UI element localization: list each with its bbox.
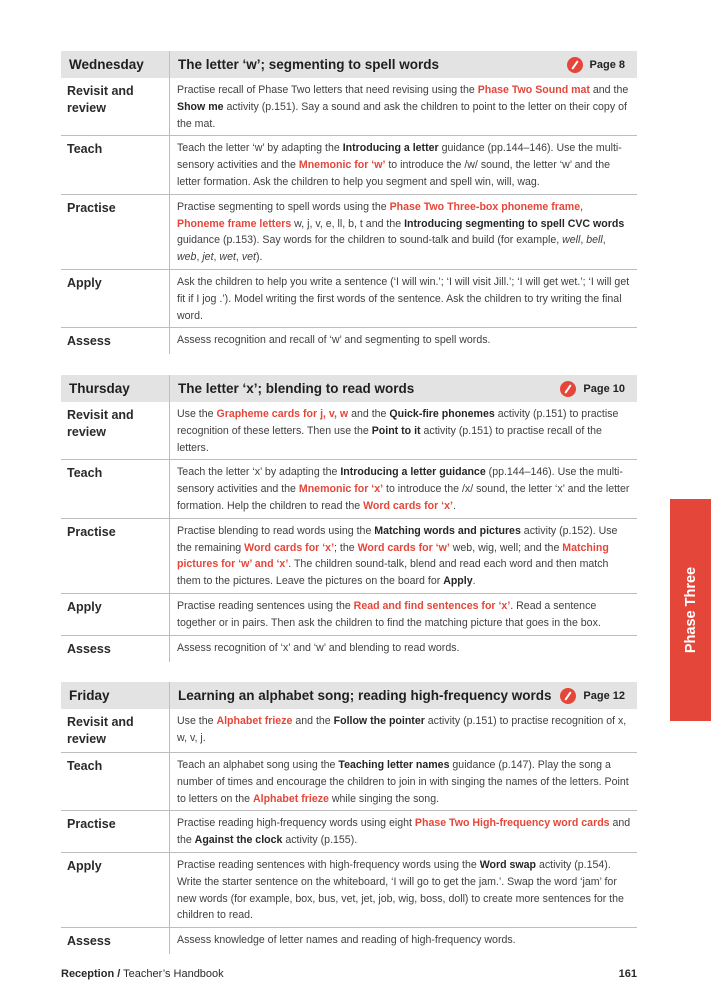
row-label: Practise (61, 811, 170, 853)
page-reference-link[interactable] (567, 57, 625, 73)
activity-name: Introducing segmenting to spell CVC words (404, 217, 625, 230)
pen-icon (560, 688, 576, 704)
row-apply (61, 593, 637, 635)
row-practise (61, 811, 637, 853)
row-assess (61, 635, 637, 662)
footer-separator: / (117, 968, 121, 980)
row-description: Practise recall of Phase Two letters that need revising using the Phase Two Sound mat and the Show me activity (p.151). Say a sound and ask the children to point to the letter on their copy of the mat. (170, 78, 638, 136)
row-revisit (61, 78, 637, 136)
row-label: Assess (67, 641, 111, 656)
activity-name: Follow the pointer (333, 715, 425, 727)
page-number: 161 (618, 968, 637, 980)
resource-link: Phase Two Three-box phoneme frame (389, 200, 581, 213)
day-header (61, 51, 637, 78)
row-assess (61, 328, 637, 355)
activity-name: Teaching letter names (338, 759, 450, 771)
day-header (61, 375, 637, 402)
resource-link: Alphabet frieze (252, 792, 329, 805)
row-practise (61, 194, 637, 269)
lesson-title-text: Learning an alphabet song; reading high-frequency words (178, 688, 552, 703)
day-name: Thursday (61, 375, 170, 402)
lesson-title (170, 375, 638, 402)
day-header (61, 682, 637, 709)
activity-name: Word swap (479, 858, 536, 871)
row-description: Practise segmenting to spell words using the Phase Two Three-box phoneme frame, Phoneme frame letters w, j, v, e, ll, b, t and the Introducing segmenting to spell CVC words guidance (p.153). Say words for the children to sound-talk and build (for example, well, bell, web, jet, wet, vet). (170, 194, 638, 269)
activity-name: Matching words and pictures (374, 524, 521, 537)
pen-icon (567, 57, 583, 73)
row-description: Ask the children to help you write a sentence (‘I will win.’; ‘I will visit Jill.’; ‘I will get wet.’; ‘I will get fit if I jog .’). Model writing the first words of the sentence. Ask the children to try writing the final word. (170, 269, 638, 327)
row-description: Use the Alphabet frieze and the Follow the pointer activity (p.151) to practise recognition of x, w, v, j. (170, 709, 638, 753)
row-assess (61, 928, 637, 955)
thursday-table (61, 375, 637, 662)
lesson-title-text: The letter ‘w’; segmenting to spell words (178, 57, 440, 72)
row-teach (61, 460, 637, 518)
row-label: Teach (61, 136, 170, 194)
resource-link: Phase Two Sound mat (477, 84, 590, 96)
row-description: Practise reading sentences using the Read and find sentences for ‘x’. Read a sentence together or in pairs. Then ask the children to find the matching picture that goes in the box. (170, 593, 638, 635)
resource-link: Matching pictures for ‘w’ and ‘x’ (177, 541, 609, 571)
resource-link: Mnemonic for ‘w’ (298, 159, 386, 172)
row-label: Practise (61, 194, 170, 269)
resource-link: Phase Two High-frequency word cards (414, 817, 610, 830)
page-reference-link[interactable] (560, 381, 625, 397)
resource-link: Read and find sentences for ‘x’ (353, 599, 511, 612)
row-teach (61, 753, 637, 811)
page-reference-link[interactable] (560, 688, 625, 704)
activity-name: Against the clock (194, 834, 283, 847)
resource-link: Mnemonic for ‘x’ (298, 483, 384, 496)
row-description: Teach the letter ‘w’ by adapting the Introducing a letter guidance (pp.144–146). Use the multi-sensory activities and the Mnemonic for ‘w’ to introduce the /w/ sound, the letter ‘w’ and the letter formation. Ask the children to help you segment and spell win, will, wag. (170, 136, 638, 194)
row-description: Teach an alphabet song using the Teaching letter names guidance (p.147). Play the song a number of times and encourage the children to join in with singing the names of the letters. Point to letters on the Alphabet frieze while singing the song. (170, 753, 638, 811)
page-reference-label: Page 8 (589, 58, 625, 71)
row-label: Apply (61, 852, 170, 927)
row-description: Practise reading high-frequency words using eight Phase Two High-frequency word cards and the Against the clock activity (p.155). (170, 811, 638, 853)
resource-link: Phoneme frame letters (177, 217, 292, 230)
row-description: Assess knowledge of letter names and reading of high-frequency words. (170, 928, 638, 955)
row-description: Assess recognition and recall of ‘w’ and segmenting to spell words. (170, 328, 638, 355)
lesson-title-text: The letter ‘x’; blending to read words (178, 381, 415, 396)
row-apply (61, 269, 637, 327)
footer-book: Reception (61, 968, 115, 980)
resource-link: Word cards for ‘x’ (244, 541, 335, 554)
footer-subtitle: Teacher’s Handbook (123, 968, 224, 980)
row-label: Teach (61, 460, 170, 518)
row-label: Apply (61, 269, 170, 327)
phase-side-tab-label: Phase Three (682, 566, 699, 654)
row-revisit (61, 709, 637, 753)
lesson-title (170, 51, 638, 78)
row-label: Apply (61, 593, 170, 635)
row-label: Revisit and review (61, 709, 170, 753)
day-name: Wednesday (61, 51, 170, 78)
row-description: Teach the letter ‘x’ by adapting the Introducing a letter guidance (pp.144–146). Use the multi-sensory activities and the Mnemonic for ‘x’ to introduce the /x/ sound, the letter ‘x’ and the letter formation. Help the children to read the Word cards for ‘x’. (170, 460, 638, 518)
row-teach (61, 136, 637, 194)
page-reference-label: Page 12 (583, 689, 625, 702)
row-description: Practise blending to read words using the Matching words and pictures activity (p.152). Use the remaining Word cards for ‘x’; the Word cards for ‘w’ web, wig, well; and the Matching pictures for ‘w’ and ‘x’. The children sound-talk, blend and read each word and then match them to the pictures. Leave the pictures on the board for Apply. (170, 518, 638, 593)
activity-name: Introducing a letter (342, 142, 439, 155)
row-label: Revisit and review (61, 78, 170, 136)
resource-link: Grapheme cards for j, v, w (216, 408, 349, 420)
row-label: Practise (61, 518, 170, 593)
row-label: Teach (61, 753, 170, 811)
activity-name: Show me (177, 100, 224, 113)
phase-side-tab (670, 499, 711, 721)
row-label: Revisit and review (61, 402, 170, 460)
activity-name: Point to it (371, 424, 421, 437)
activity-name: Introducing a letter guidance (340, 466, 486, 479)
wednesday-table (61, 51, 637, 354)
activity-name: Apply (443, 575, 473, 588)
row-description: Assess recognition of ‘x’ and ‘w’ and blending to read words. (170, 635, 638, 662)
resource-link: Word cards for ‘x’ (363, 499, 453, 512)
row-apply (61, 852, 637, 927)
friday-table (61, 682, 637, 954)
page-reference-label: Page 10 (583, 382, 625, 395)
resource-link: Alphabet frieze (216, 715, 293, 727)
day-name: Friday (61, 682, 170, 709)
row-practise (61, 518, 637, 593)
row-description: Use the Grapheme cards for j, v, w and the Quick-fire phonemes activity (p.151) to practise recognition of these letters. Then use the Point to it activity (p.151) to practise recall of the letters. (170, 402, 638, 460)
lesson-title (170, 682, 638, 709)
footer-book-title (61, 968, 224, 980)
row-label: Assess (67, 934, 111, 949)
activity-name: Quick-fire phonemes (389, 408, 495, 420)
row-revisit (61, 402, 637, 460)
resource-link: Word cards for ‘w’ (357, 541, 450, 554)
pen-icon (560, 381, 576, 397)
row-description: Practise reading sentences with high-frequency words using the Word swap activity (p.154). Write the starter sentence on the whiteboard, ‘I will go to get the jam.’. Swap the word ‘jam’ for new words (for example, box, bus, vet, jet, job, wig, boss, doll) to create more sentences for the children to read. (170, 852, 638, 927)
row-label: Assess (67, 334, 111, 349)
